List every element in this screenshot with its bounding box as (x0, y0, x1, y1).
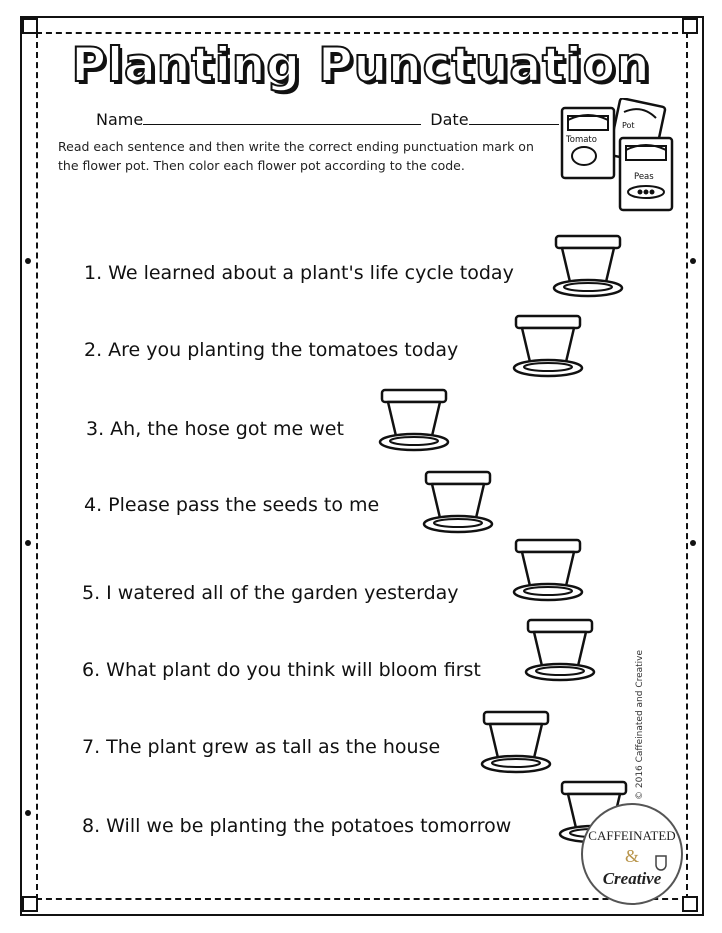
caffeinated-creative-logo (578, 800, 686, 908)
sentence-2: 2. Are you planting the tomatoes today (84, 339, 459, 361)
corner-post-bottom-left (22, 896, 38, 912)
flowerpot-answer-7[interactable] (476, 710, 556, 776)
corner-post-top-left (22, 18, 38, 34)
sentence-7: 7. The plant grew as tall as the house (82, 736, 441, 758)
flowerpot-answer-4[interactable] (418, 470, 498, 536)
name-label: Name (96, 110, 144, 129)
sentence-4: 4. Please pass the seeds to me (84, 494, 380, 516)
seed-packet-label-pot: Pot (622, 121, 635, 130)
border-dot (25, 810, 31, 816)
svg-text:CAFFEINATED: CAFFEINATED (588, 828, 676, 843)
border-dot (690, 258, 696, 264)
flowerpot-answer-2[interactable] (508, 314, 588, 380)
svg-text:&: & (624, 846, 640, 866)
corner-post-top-right (682, 18, 698, 34)
seed-packet-label-peas: Peas (634, 172, 654, 182)
sentence-6: 6. What plant do you think will bloom first (82, 659, 481, 681)
seed-packet-label-tomato: Tomato (566, 135, 597, 145)
instructions: Read each sentence and then write the correct ending punctuation mark on the flower pot. Then color each flower pot according to the code. (58, 139, 534, 173)
flowerpot-answer-3[interactable] (374, 388, 454, 454)
seed-packets-illustration (560, 98, 688, 216)
sentence-3: 3. Ah, the hose got me wet (86, 418, 344, 440)
date-field[interactable] (469, 111, 559, 125)
flowerpot-answer-6[interactable] (520, 618, 600, 684)
border-dot (25, 540, 31, 546)
sentence-8: 8. Will we be planting the potatoes tomorrow (82, 815, 512, 837)
flowerpot-answer-1[interactable] (548, 234, 628, 300)
flowerpot-answer-5[interactable] (508, 538, 588, 604)
date-label: Date (430, 110, 469, 129)
svg-text:Creative: Creative (602, 869, 662, 888)
sentence-5: 5. I watered all of the garden yesterday (82, 582, 459, 604)
border-dot (25, 258, 31, 264)
border-dot (690, 540, 696, 546)
name-field[interactable] (143, 111, 421, 125)
name-date-row (96, 110, 559, 129)
copyright-notice: © 2016 Caffeinated and Creative (635, 649, 645, 800)
sentence-1: 1. We learned about a plant's life cycle today (84, 262, 514, 284)
worksheet-title: Planting Punctuation (71, 38, 651, 93)
